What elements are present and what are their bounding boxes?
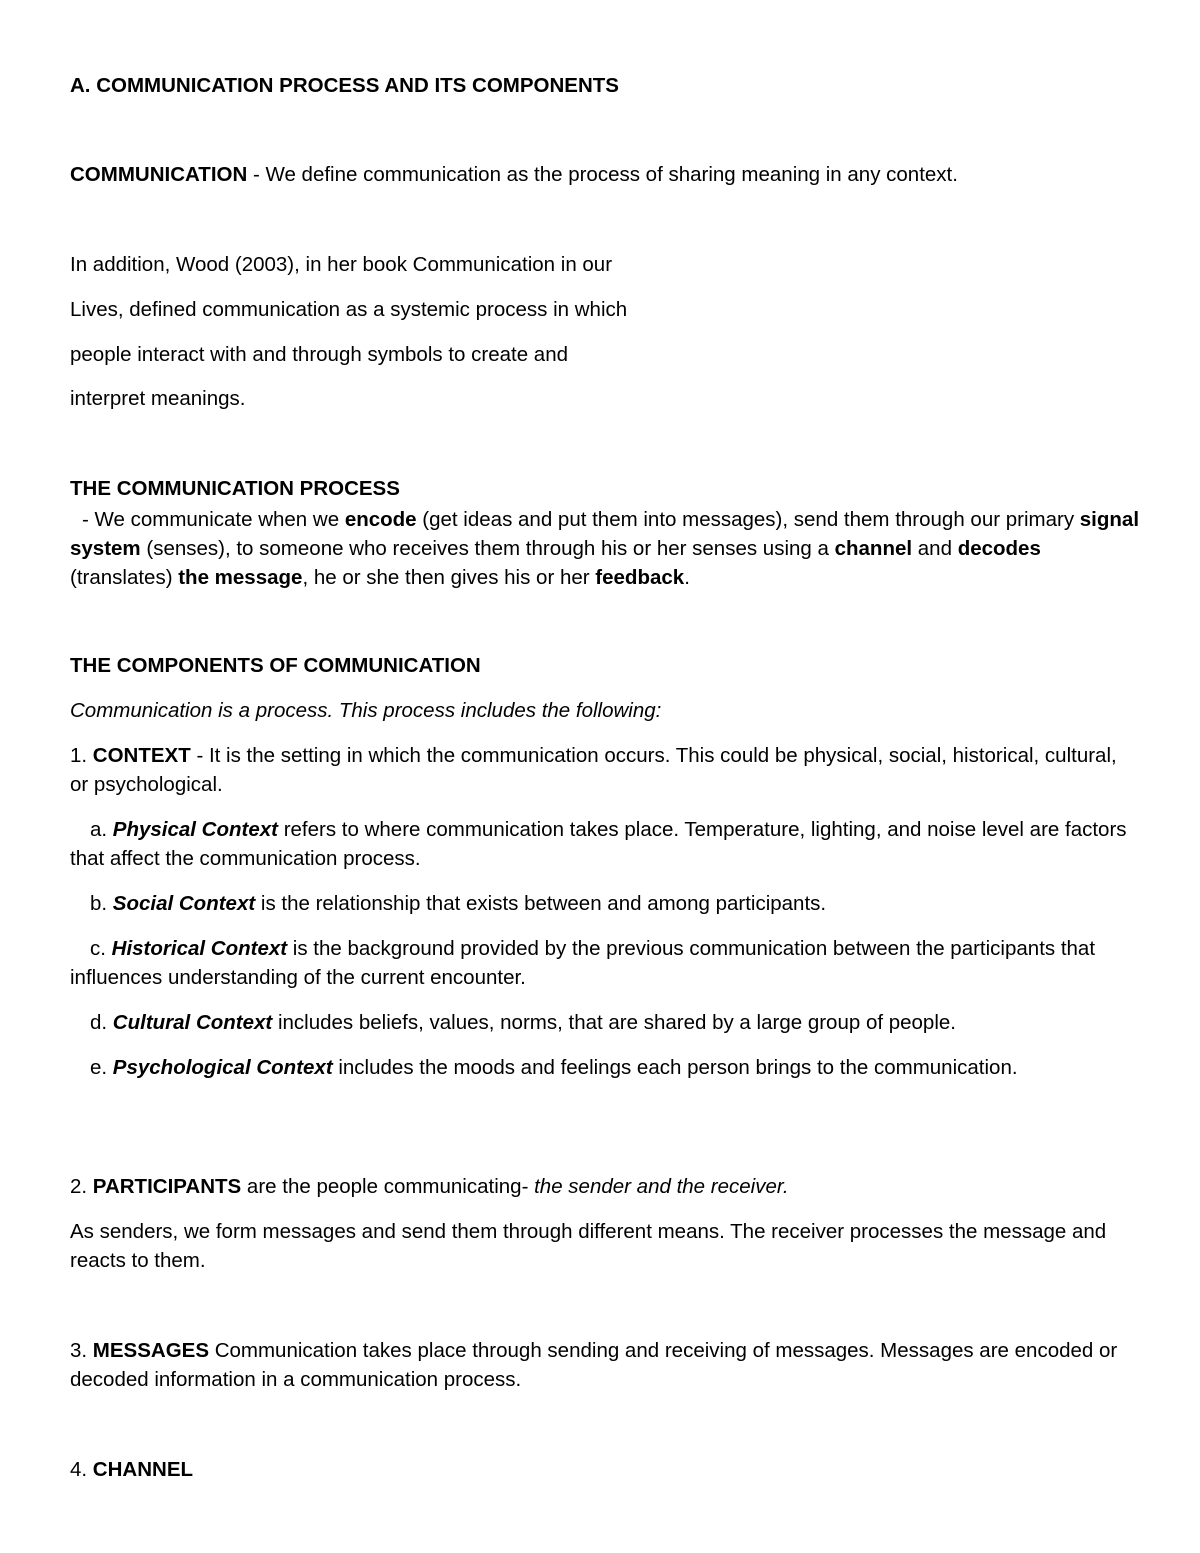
historical-context-item: c. Historical Context is the background provided by the previous communication between the participants that influences understanding of the current encounter. [70,937,1096,989]
psychological-context-term: Psychological Context [112,1056,333,1079]
messages-item: 3. MESSAGES Communication takes place through sending and receiving of messages. Messages are encoded or decoded information in a communication process. [70,1339,1118,1391]
wood-line-2: Lives, defined communication as a systemic process in which [70,298,628,321]
cultural-context-term: Cultural Context [112,1011,273,1034]
decodes-term: decodes [957,537,1041,560]
process-heading: THE COMMUNICATION PROCESS [70,477,400,500]
context-item: 1. CONTEXT - It is the setting in which the communication occurs. This could be physical, social, historical, cultural, or psychological. [70,744,1117,796]
physical-context-item: a. Physical Context refers to where communication takes place. Temperature, lighting, and noise level are factors that affect the communication process. [70,818,1127,870]
participants-term: PARTICIPANTS [92,1175,242,1198]
components-intro: Communication is a process. This process includes the following: [70,699,662,722]
definition-text: - We define communication as the process of sharing meaning in any context. [247,163,958,186]
psychological-context-item: e. Psychological Context includes the moods and feelings each person brings to the communication. [90,1056,1018,1079]
wood-line-1: In addition, Wood (2003), in her book Communication in our [70,253,613,276]
participants-item: 2. PARTICIPANTS are the people communicating- the sender and the receiver. [70,1175,789,1198]
messages-term: MESSAGES [92,1339,209,1362]
encode-term: encode [344,508,417,531]
channel-item: 4. CHANNEL [70,1458,194,1481]
social-context-item: b. Social Context is the relationship that exists between and among participants. [90,892,827,915]
definition-term: COMMUNICATION [70,163,248,186]
wood-line-3: people interact with and through symbols to create and [70,343,568,366]
participants-detail: As senders, we form messages and send them through different means. The receiver processes the message and reacts to them. [70,1220,1107,1272]
components-heading: THE COMPONENTS OF COMMUNICATION [70,654,481,677]
document-title: A. COMMUNICATION PROCESS AND ITS COMPONENTS [70,74,619,97]
channel-term: channel [834,537,913,560]
context-term: CONTEXT [92,744,191,767]
social-context-term: Social Context [112,892,256,915]
process-paragraph: - We communicate when we encode (get ideas and put them into messages), send them through our primary signal system (senses), to someone who receives them through his or her senses using a channel and decodes (translates) the message, he or she then gives his or her feedback. [70,508,1140,589]
feedback-term: feedback [595,566,685,589]
historical-context-term: Historical Context [111,937,288,960]
cultural-context-item: d. Cultural Context includes beliefs, values, norms, that are shared by a large group of people. [90,1011,956,1034]
message-term: the message [178,566,303,589]
wood-line-4: interpret meanings. [70,387,246,410]
definition-paragraph [70,160,1140,189]
physical-context-term: Physical Context [112,818,278,841]
channel-heading-term: CHANNEL [92,1458,194,1481]
signal-system-term: signal system [70,508,1140,560]
